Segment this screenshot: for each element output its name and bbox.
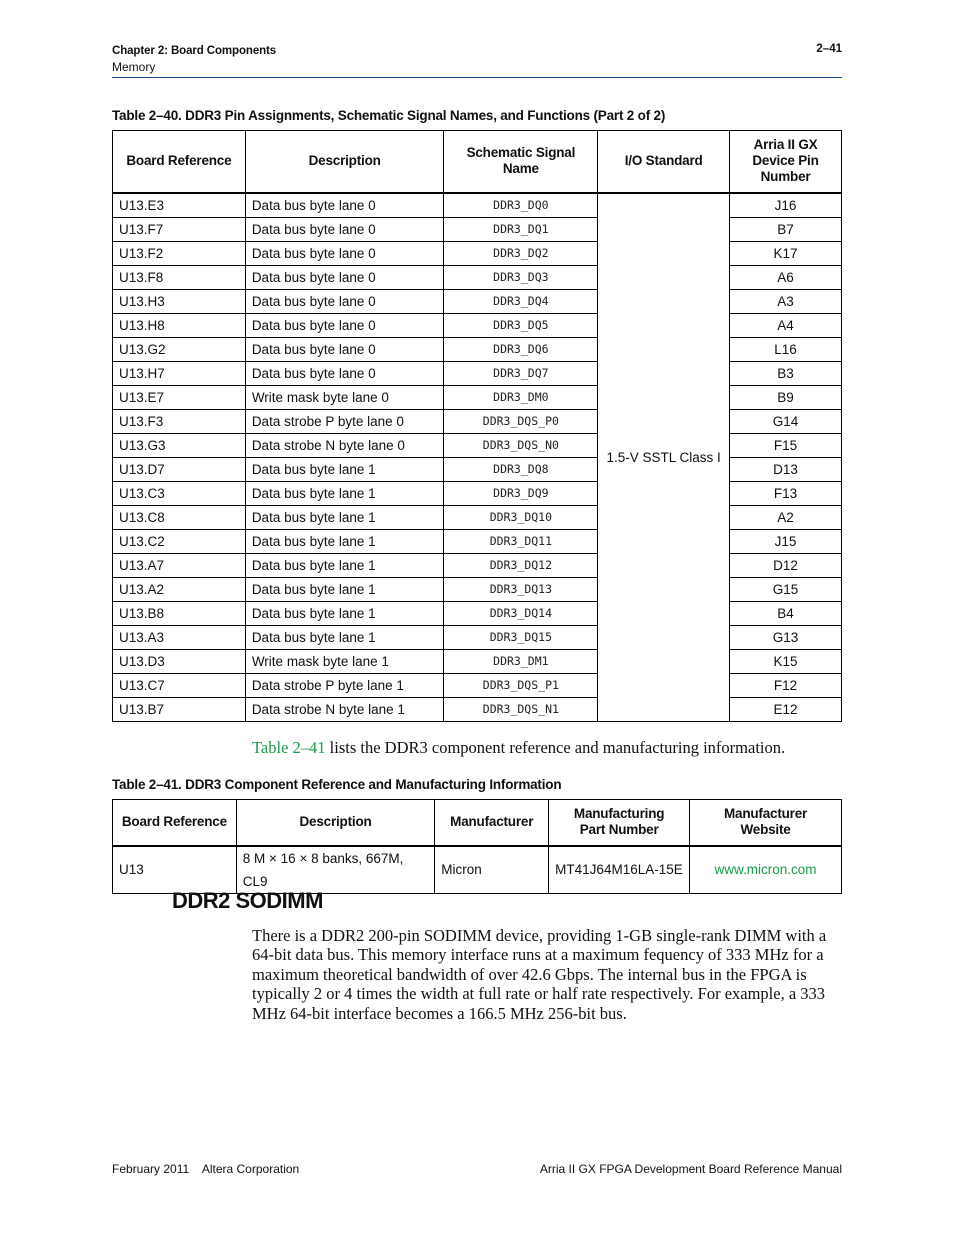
col-io-standard: I/O Standard [598,131,730,193]
page-number: 2–41 [816,43,842,55]
cell-board-reference: U13.G3 [113,433,246,457]
cell-description: Data bus byte lane 0 [245,289,444,313]
cell-description: Data bus byte lane 1 [245,481,444,505]
cell-signal-name: DDR3_DQS_N0 [444,433,598,457]
table-row [113,505,842,529]
table-row [113,385,842,409]
cell-pin-number: F12 [730,673,842,697]
cell-signal-name: DDR3_DQ0 [444,193,598,218]
cell-description: Data bus byte lane 0 [245,193,444,218]
col-board-reference: Board Reference [113,800,237,846]
table-row [113,313,842,337]
cell-pin-number: B3 [730,361,842,385]
cell-signal-name: DDR3_DQ12 [444,553,598,577]
cell-part-number: MT41J64M16LA-15E [549,846,690,894]
cell-board-reference: U13.F2 [113,241,246,265]
cell-pin-number: G13 [730,625,842,649]
cell-board-reference: U13.D3 [113,649,246,673]
cell-pin-number: B7 [730,217,842,241]
cell-board-reference: U13.E3 [113,193,246,218]
cell-description: Data bus byte lane 1 [245,625,444,649]
cell-website [690,846,842,894]
cell-signal-name: DDR3_DQ13 [444,577,598,601]
cell-board-reference: U13.C2 [113,529,246,553]
section-body: There is a DDR2 200-pin SODIMM device, providing 1-GB single-rank DIMM with a 64-bit data bus. This memory interface runs at a maximum fequency of 333 MHz for a maximum theoretical bandwidth of over 42.6 Gbps. The internal bus in the FPGA is typically 2 or 4 times the width at full rate or half rate respectively. For example, a 333 MHz 64-bit interface becomes a 166.5 MHz 256-bit bus. [252,926,827,1023]
col-pin-number: Arria II GX Device Pin Number [730,131,842,193]
cell-description: Data bus byte lane 1 [245,505,444,529]
cell-pin-number: A2 [730,505,842,529]
running-header [112,43,276,75]
table-row [113,846,842,894]
cell-pin-number: A6 [730,265,842,289]
cell-pin-number: A3 [730,289,842,313]
cell-description: Data bus byte lane 0 [245,217,444,241]
table-row [113,697,842,721]
cell-pin-number: G14 [730,409,842,433]
cell-description: Data strobe N byte lane 1 [245,697,444,721]
cell-board-reference: U13.B7 [113,697,246,721]
table-row [113,625,842,649]
cell-pin-number: D13 [730,457,842,481]
cell-signal-name: DDR3_DM0 [444,385,598,409]
cell-pin-number: B9 [730,385,842,409]
cell-board-reference: U13.F8 [113,265,246,289]
section-name: Memory [112,60,156,74]
cell-description: Data bus byte lane 1 [245,529,444,553]
cell-io-standard: 1.5-V SSTL Class I [598,193,730,722]
cell-board-reference: U13.A3 [113,625,246,649]
cell-description: Data bus byte lane 0 [245,337,444,361]
col-part-number: Manufacturing Part Number [549,800,690,846]
cell-board-reference: U13.A7 [113,553,246,577]
cell-signal-name: DDR3_DQ9 [444,481,598,505]
table-row [113,529,842,553]
cell-signal-name: DDR3_DQS_N1 [444,697,598,721]
ddr3-component-table [112,799,842,894]
col-board-reference: Board Reference [113,131,246,193]
cell-signal-name: DDR3_DQ15 [444,625,598,649]
table-2-40-caption: Table 2–40. DDR3 Pin Assignments, Schematic Signal Names, and Functions (Part 2 of 2) [112,108,666,123]
table-row [113,265,842,289]
cell-signal-name: DDR3_DQ1 [444,217,598,241]
cell-board-reference: U13.D7 [113,457,246,481]
ddr3-pin-table [112,130,842,722]
manufacturer-website-link[interactable]: www.micron.com [714,862,817,877]
cell-board-reference: U13 [113,846,237,894]
cell-description: Data bus byte lane 0 [245,361,444,385]
cell-board-reference: U13.C8 [113,505,246,529]
cell-signal-name: DDR3_DQ11 [444,529,598,553]
table-row [113,409,842,433]
cell-pin-number: F13 [730,481,842,505]
cell-board-reference: U13.H3 [113,289,246,313]
cell-pin-number: B4 [730,601,842,625]
cell-pin-number: E12 [730,697,842,721]
cell-board-reference: U13.C7 [113,673,246,697]
table-row [113,241,842,265]
cell-board-reference: U13.F7 [113,217,246,241]
table-row [113,193,842,218]
col-description: Description [245,131,444,193]
table-row [113,217,842,241]
cell-description: Data bus byte lane 1 [245,601,444,625]
cell-description: Data bus byte lane 1 [245,457,444,481]
cell-pin-number: D12 [730,553,842,577]
cell-board-reference: U13.G2 [113,337,246,361]
cell-signal-name: DDR3_DQS_P1 [444,673,598,697]
cell-board-reference: U13.B8 [113,601,246,625]
cell-board-reference: U13.H7 [113,361,246,385]
table-row [113,649,842,673]
cell-description: Write mask byte lane 0 [245,385,444,409]
cell-signal-name: DDR3_DQ14 [444,601,598,625]
cell-description: Data strobe N byte lane 0 [245,433,444,457]
cell-description: Data strobe P byte lane 1 [245,673,444,697]
cell-description: Data bus byte lane 1 [245,553,444,577]
cell-signal-name: DDR3_DQ6 [444,337,598,361]
cell-pin-number: K15 [730,649,842,673]
table-row [113,457,842,481]
cell-signal-name: DDR3_DQ8 [444,457,598,481]
cell-signal-name: DDR3_DQ10 [444,505,598,529]
footer-right: Arria II GX FPGA Development Board Reference Manual [539,1162,842,1176]
table-row [113,577,842,601]
cell-pin-number: L16 [730,337,842,361]
cell-description: Data bus byte lane 0 [245,241,444,265]
table-row [113,433,842,457]
cell-board-reference: U13.A2 [113,577,246,601]
table-reference-sentence [252,738,785,757]
header-divider [112,77,842,78]
cell-pin-number: A4 [730,313,842,337]
table-2-41-caption: Table 2–41. DDR3 Component Reference and Manufacturing Information [112,777,562,792]
col-description: Description [236,800,434,846]
reference-text: lists the DDR3 component reference and manufacturing information. [325,738,786,757]
table-row [113,601,842,625]
cell-signal-name: DDR3_DQ3 [444,265,598,289]
cell-pin-number: J16 [730,193,842,218]
table-row [113,289,842,313]
cell-manufacturer: Micron [435,846,549,894]
cell-description: Write mask byte lane 1 [245,649,444,673]
section-heading: DDR2 SODIMM [172,888,323,913]
cell-signal-name: DDR3_DQ4 [444,289,598,313]
cell-signal-name: DDR3_DM1 [444,649,598,673]
footer-date-company: February 2011 Altera Corporation [112,1162,300,1176]
cell-board-reference: U13.F3 [113,409,246,433]
cell-pin-number: G15 [730,577,842,601]
table-row [113,553,842,577]
chapter-title: Chapter 2: Board Components [112,45,277,57]
col-signal-name: Schematic Signal Name [444,131,598,193]
cell-description: Data bus byte lane 0 [245,265,444,289]
cell-board-reference: U13.C3 [113,481,246,505]
cell-signal-name: DDR3_DQ5 [444,313,598,337]
cell-description: Data bus byte lane 1 [245,577,444,601]
col-manufacturer: Manufacturer [435,800,549,846]
table-row [113,481,842,505]
table-row [113,361,842,385]
cell-pin-number: F15 [730,433,842,457]
cell-description: Data bus byte lane 0 [245,313,444,337]
cell-pin-number: J15 [730,529,842,553]
cell-signal-name: DDR3_DQ2 [444,241,598,265]
cell-signal-name: DDR3_DQS_P0 [444,409,598,433]
col-website: Manufacturer Website [690,800,842,846]
table-row [113,673,842,697]
cell-board-reference: U13.H8 [113,313,246,337]
table-row [113,337,842,361]
cell-signal-name: DDR3_DQ7 [444,361,598,385]
cell-description: Data strobe P byte lane 0 [245,409,444,433]
footer-left [112,1162,299,1176]
cell-pin-number: K17 [730,241,842,265]
table-2-41-link[interactable]: Table 2–41 [252,738,326,757]
ddr3-pin-table-body [113,193,842,722]
cell-description: 8 M × 16 × 8 banks, 667M, CL9 [236,846,434,894]
cell-board-reference: U13.E7 [113,385,246,409]
